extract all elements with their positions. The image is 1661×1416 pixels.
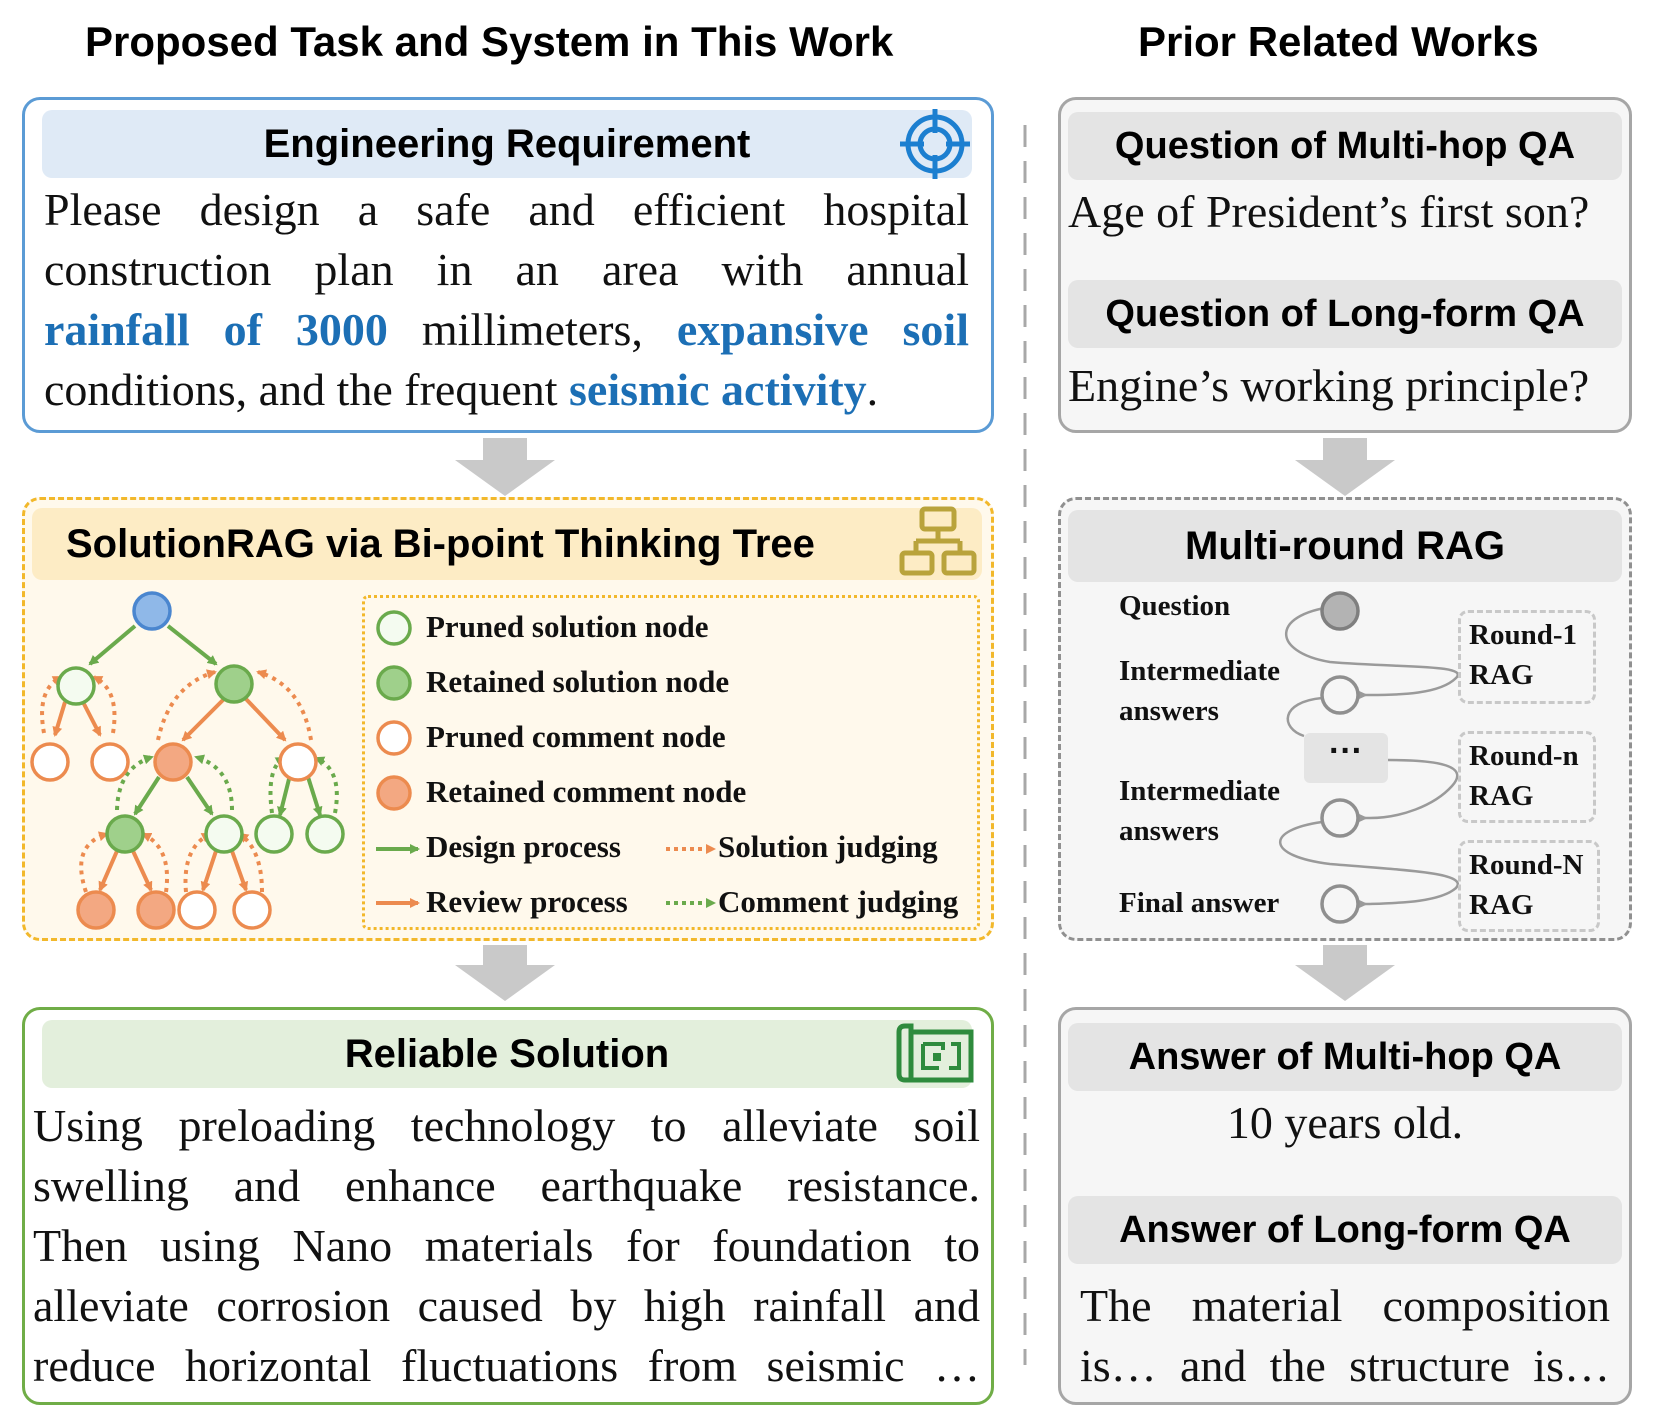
solutionrag-title: SolutionRAG via Bi-point Thinking Tree [66,521,815,566]
intermediate-label-2b: answers [1119,815,1219,847]
intermediate-label-1a: Intermediate [1119,655,1281,687]
multihop-question-title: Question of Multi-hop QA [1068,112,1622,180]
ellipsis-block: ··· [1304,733,1388,783]
multihop-answer-title: Answer of Multi-hop QA [1068,1023,1622,1091]
legend-pruned-solution: Pruned solution node [426,609,709,644]
round-n-label: Round-n [1469,740,1579,772]
highlight-soil: expansive soil [676,304,969,355]
solution-line-4: alleviate corrosion caused by high rainfall and [33,1280,980,1331]
intermediate-label-2a: Intermediate [1119,775,1281,807]
requirement-line-3-mid: millimeters, [421,304,643,355]
highlight-seismic: seismic activity [569,364,867,415]
solution-line-1: Using preloading technology to alleviate soil [33,1100,980,1151]
legend-design-process: Design process [426,829,621,864]
final-answer-node [1322,886,1358,922]
solution-line-5: reduce horizontal fluctuations from seismic … [33,1340,980,1391]
round-N-rag: RAG [1469,889,1534,921]
left-column-header: Proposed Task and System in This Work [85,18,894,65]
solution-title: Reliable Solution [42,1020,972,1088]
longform-question-text: Engine’s working principle? [1068,360,1590,411]
solution-line-3: Then using Nano materials for foundation to [33,1220,980,1271]
multiround-title: Multi-round RAG [1068,510,1622,582]
multihop-question-text: Age of President’s first son? [1068,186,1590,237]
requirement-line-4-post: . [866,364,879,415]
multihop-answer-text: 10 years old. [1226,1097,1464,1148]
round-1-rag: RAG [1469,659,1534,691]
right-column-header: Prior Related Works [1138,18,1539,65]
down-arrow [1290,945,1400,1003]
longform-answer-text [1080,1276,1610,1396]
intermediate-label-1b: answers [1119,695,1219,727]
round-N-label: Round-N [1469,849,1584,881]
round-1-rag-box [1458,610,1596,704]
final-answer-label: Final answer [1119,887,1280,919]
highlight-rainfall: rainfall of 3000 [44,304,388,355]
intermediate-node-1 [1322,677,1358,713]
requirement-line-1: Please design a safe and efficient hospital [44,184,969,235]
longform-question-title: Question of Long-form QA [1068,280,1622,348]
round-n-rag: RAG [1469,780,1534,812]
requirement-title: Engineering Requirement [42,110,972,178]
question-label: Question [1119,590,1231,622]
legend-retained-solution: Retained solution node [426,664,730,699]
round-n-rag-box [1458,731,1596,823]
requirement-line-2: construction plan in an area with annual [44,244,969,295]
longform-answer-title: Answer of Long-form QA [1068,1196,1622,1264]
round-1-label: Round-1 [1469,619,1577,651]
legend-retained-comment: Retained comment node [426,774,747,809]
legend-pruned-comment: Pruned comment node [426,719,726,754]
intermediate-node-2 [1322,800,1358,836]
longform-answer-line-1: The material composition [1080,1280,1610,1331]
solution-line-2: swelling and enhance earthquake resistance. [33,1160,980,1211]
question-node [1322,593,1358,629]
legend-review-process: Review process [426,884,628,919]
legend-comment-judging: Comment judging [718,884,959,919]
longform-answer-line-2: is… and the structure is… [1080,1340,1610,1391]
legend-solution-judging: Solution judging [718,829,938,864]
requirement-line-4-pre: conditions, and the frequent [44,364,558,415]
round-N-rag-box [1458,840,1600,932]
